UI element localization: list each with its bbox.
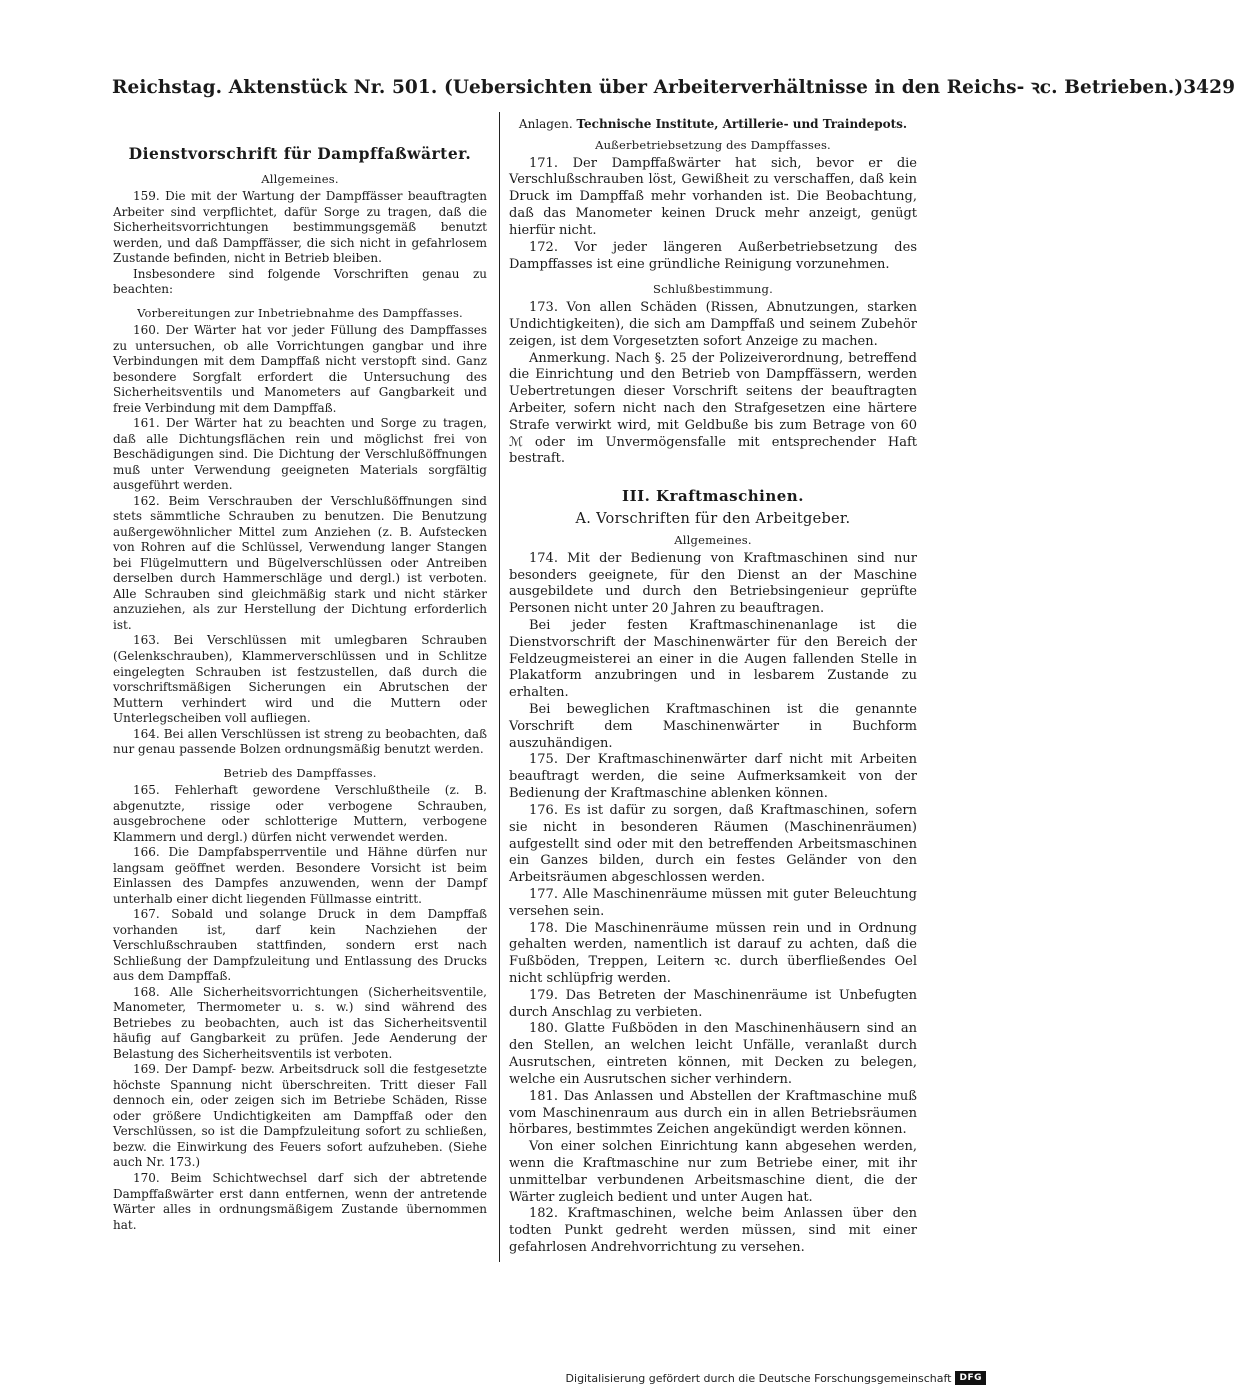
part-title: III. Kraftmaschinen. — [622, 487, 804, 506]
column-divider — [499, 112, 500, 1262]
paragraph-178: 178. Die Maschinenräume müssen rein und in Ordnung gehalten werden, namentlich ist darauf zu achten, daß die Fußböden, Treppen, Leitern ꝛc. durch überfließendes Oel nicht schlüpfrig werden. — [509, 920, 917, 986]
paragraph-164: 164. Bei allen Verschlüssen ist streng zu beobachten, daß nur genau passende Bolzen ordnungsmäßig benutzt werden. — [113, 726, 487, 757]
paragraph-181b: Von einer solchen Einrichtung kann abgesehen werden, wenn die Kraftmaschine nur zum Betriebe einer, mit ihr unmittelbar verbundenen Arbeitsmaschine dient, die der Wärter zugleich bedient und unter Augen hat. — [509, 1139, 917, 1205]
paragraph-171: 171. Der Dampffaßwärter hat sich, bevor er die Verschlußschrauben löst, Gewißheit zu verschaffen, daß kein Druck im Dampffaß mehr vorhanden ist. Die Beobachtung, daß das Manometer keinen Druck mehr anzeigt, genügt hierfür nicht. — [509, 155, 917, 238]
left-column — [113, 116, 487, 1233]
paragraph-168: 168. Alle Sicherheitsvorrichtungen (Sicherheitsventile, Manometer, Thermometer u. s. w.) sind während des Betriebes zu beobachten, auch ist das Sicherheitsventil häufig auf Gangbarkeit zu prüfen. Jede Aenderung der Belastung des Sicherheitsventils ist verboten. — [113, 984, 487, 1061]
running-title: Reichstag. Aktenstück Nr. 501. (Uebersichten über Arbeiterverhältnisse in den Reichs- ꝛc. Betrieben.) — [112, 77, 1184, 98]
paragraph-180: 180. Glatte Fußböden in den Maschinenhäusern sind an den Stellen, an welchen leicht Unfälle, veranlaßt durch Ausrutschen, eintreten können, mit Decken zu belegen, welche ein Ausrutschen sicher verhindern. — [509, 1021, 917, 1087]
paragraph-172: 172. Vor jeder längeren Außerbetriebsetzung des Dampffasses ist eine gründliche Reinigung vorzunehmen. — [509, 239, 917, 272]
paragraph-174: 174. Mit der Bedienung von Kraftmaschinen sind nur besonders geeignete, für den Dienst an der Maschine ausgebildete und durch den Betriebsingenieur geprüfte Personen nicht unter 20 Jahren zu beauftragen. — [509, 550, 917, 617]
paragraph-165: 165. Fehlerhaft gewordene Verschlußtheile (z. B. abgenutzte, rissige oder verbogene Schrauben, ausgebrochene oder schlotterige Muttern, verbogene Klammern und dergl.) dürfen nicht verwendet werden. — [113, 783, 487, 844]
paragraph-169: 169. Der Dampf- bezw. Arbeitsdruck soll die festgesetzte höchste Spannung nicht überschreiten. Tritt dieser Fall dennoch ein, oder zeigen sich im Betriebe Schäden, Risse oder größere Undichtigkeiten am Dampffaß oder den Verschlüssen, so ist die Dampfzuleitung sofort zu schließen, bezw. die Einwirkung des Feuers sofort aufzuheben. (Siehe auch Nr. 173.) — [113, 1062, 487, 1170]
dfg-logo: DFG — [955, 1371, 986, 1385]
paragraph-instructions: Insbesondere sind folgende Vorschriften genau zu beachten: — [113, 266, 487, 297]
paragraph-159: 159. Die mit der Wartung der Dampffässer beauftragten Arbeiter sind verpflichtet, dafür Sorge zu tragen, daß die Sicherheitsvorrichtungen bestimmungsgemäß benutzt werden, und daß Dampffässer, die sich nicht in gefahrlosem Zustande befinden, nicht in Betrieb bleiben. — [113, 189, 487, 266]
paragraph-179: 179. Das Betreten der Maschinenräume ist Unbefugten durch Anschlag zu verbieten. — [509, 987, 917, 1020]
annex-heading — [509, 116, 917, 133]
paragraph-174b: Bei jeder festen Kraftmaschinenanlage ist die Dienstvorschrift der Maschinenwärter für den Bereich der Feldzeugmeisterei an einer in die Augen fallenden Stelle in Plakatform anzubringen und in lesbarem Zustande zu erhalten. — [509, 617, 917, 701]
section-title: Dienstvorschrift für Dampffaßwärter. — [128, 144, 472, 163]
page-number: 3429 — [1183, 77, 1235, 98]
section-a-title: A. Vorschriften für den Arbeitgeber. — [575, 511, 851, 528]
paragraph-166: 166. Die Dampfabsperrventile und Hähne dürfen nur langsam geöffnet werden. Besondere Vorsicht ist beim Einlassen des Dampfes anzuwenden, wenn der Dampf unterhalb einer dicht liegenden Füllmasse eintritt. — [113, 845, 487, 906]
annex-prefix: Anlagen. — [518, 117, 573, 131]
paragraph-181: 181. Das Anlassen und Abstellen der Kraftmaschine muß vom Maschinenraum aus durch ein in allen Betriebsräumen hörbares, bestimmtes Zeichen angekündigt werden können. — [509, 1088, 917, 1138]
paragraph-177: 177. Alle Maschinenräume müssen mit guter Beleuchtung versehen sein. — [509, 886, 917, 919]
paragraph-176: 176. Es ist dafür zu sorgen, daß Kraftmaschinen, sofern sie nicht in besonderen Räumen (Maschinenräumen) aufgestellt sind oder mit den betreffenden Arbeitsmaschinen ein Ganzes bilden, durch ein festes Geländer von den Arbeitsräumen abgeschlossen werden. — [509, 802, 917, 886]
paragraph-170: 170. Beim Schichtwechsel darf sich der abtretende Dampffaßwärter erst dann entfernen, wenn der antretende Wärter alles in ordnungsmäßigem Zustande übernommen hat. — [113, 1171, 487, 1232]
paragraph-182: 182. Kraftmaschinen, welche beim Anlassen über den todten Punkt gedreht werden müssen, sind mit einer gefahrlosen Andrehvorrichtung zu versehen. — [509, 1206, 917, 1255]
subheading-general: Allgemeines. — [261, 171, 339, 186]
paragraph-174c: Bei beweglichen Kraftmaschinen ist die genannte Vorschrift dem Maschinenwärter in Buchform auszuhändigen. — [509, 702, 917, 751]
paragraph-162: 162. Beim Verschrauben der Verschlußöffnungen sind stets sämmtliche Schrauben zu benutzen. Die Benutzung außergewöhnlicher Mittel zum Anziehen (z. B. Aufstecken von Rohren auf die Schlüssel, Verwendung langer Stangen bei Flügelmuttern und Bügelverschlüssen oder Antreiben derselben durch Hammerschläge und dergl.) ist verboten. Alle Schrauben sind gleichmäßig stark und nicht stärker anzuziehen, als zur Herstellung der Dichtung erforderlich ist. — [113, 493, 487, 632]
subheading-final: Schlußbestimmung. — [653, 282, 773, 297]
paragraph-160: 160. Der Wärter hat vor jeder Füllung des Dampffasses zu untersuchen, ob alle Vorrichtungen gangbar und ihre Verbindungen mit dem Dampffaß nicht verstopft sind. Ganz besondere Sorgfalt erfordert die Untersuchung des Sicherheitsventils und Manometers auf Gangbarkeit und freie Verbindung mit dem Dampffaß. — [113, 323, 487, 415]
subheading-general-right: Allgemeines. — [674, 532, 752, 547]
paragraph-note: Anmerkung. Nach §. 25 der Polizeiverordnung, betreffend die Einrichtung und den Betrieb von Dampffässern, werden Uebertretungen dieser Vorschrift seitens der beauftragten Arbeiter, sofern nicht nach den Strafgesetzen eine härtere Strafe verwirkt wird, mit Geldbuße bis zum Betrage von 60 ℳ oder im Unvermögensfalle mit entsprechender Haft bestraft. — [509, 350, 917, 467]
paragraph-163: 163. Bei Verschlüssen mit umlegbaren Schrauben (Gelenkschrauben), Klammerverschlüssen und in Schlitze eingelegten Schrauben ist festzustellen, daß durch die vorschriftsmäßigen Sicherungen ein Abrutschen der Muttern verhindert wird und die Muttern oder Unterlegscheiben voll aufliegen. — [113, 633, 487, 726]
paragraph-167: 167. Sobald und solange Druck in dem Dampffaß vorhanden ist, darf kein Nachziehen der Verschlußschrauben stattfinden, sondern erst nach Schließung der Dampfzuleitung und Entlassung des Drucks aus dem Dampffaß. — [113, 907, 487, 984]
paragraph-173: 173. Von allen Schäden (Rissen, Abnutzungen, starken Undichtigkeiten), die sich am Dampffaß und seinem Zubehör zeigen, ist dem Vorgesetzten sofort Anzeige zu machen. — [509, 300, 917, 349]
page-header — [112, 74, 1235, 108]
subheading-preparation: Vorbereitungen zur Inbetriebnahme des Dampffasses. — [137, 305, 463, 320]
paragraph-161: 161. Der Wärter hat zu beachten und Sorge zu tragen, daß alle Dichtungsflächen rein und möglichst frei von Beschädigungen sind. Die Dichtung der Verschlußöffnungen muß unter Verwendung geeigneten Materials sorgfältig ausgeführt werden. — [113, 416, 487, 493]
subheading-shutdown: Außerbetriebsetzung des Dampffasses. — [595, 137, 831, 152]
right-column — [509, 116, 917, 1257]
digitization-footer — [566, 1371, 986, 1385]
subheading-operation: Betrieb des Dampffasses. — [223, 765, 377, 780]
paragraph-175: 175. Der Kraftmaschinenwärter darf nicht mit Arbeiten beauftragt werden, die seine Aufmerksamkeit von der Bedienung der Kraftmaschine ablenken können. — [509, 752, 917, 802]
footer-text: Digitalisierung gefördert durch die Deutsche Forschungsgemeinschaft — [565, 1371, 952, 1385]
annex-bold: Technische Institute, Artillerie- und Traindepots. — [576, 117, 908, 131]
